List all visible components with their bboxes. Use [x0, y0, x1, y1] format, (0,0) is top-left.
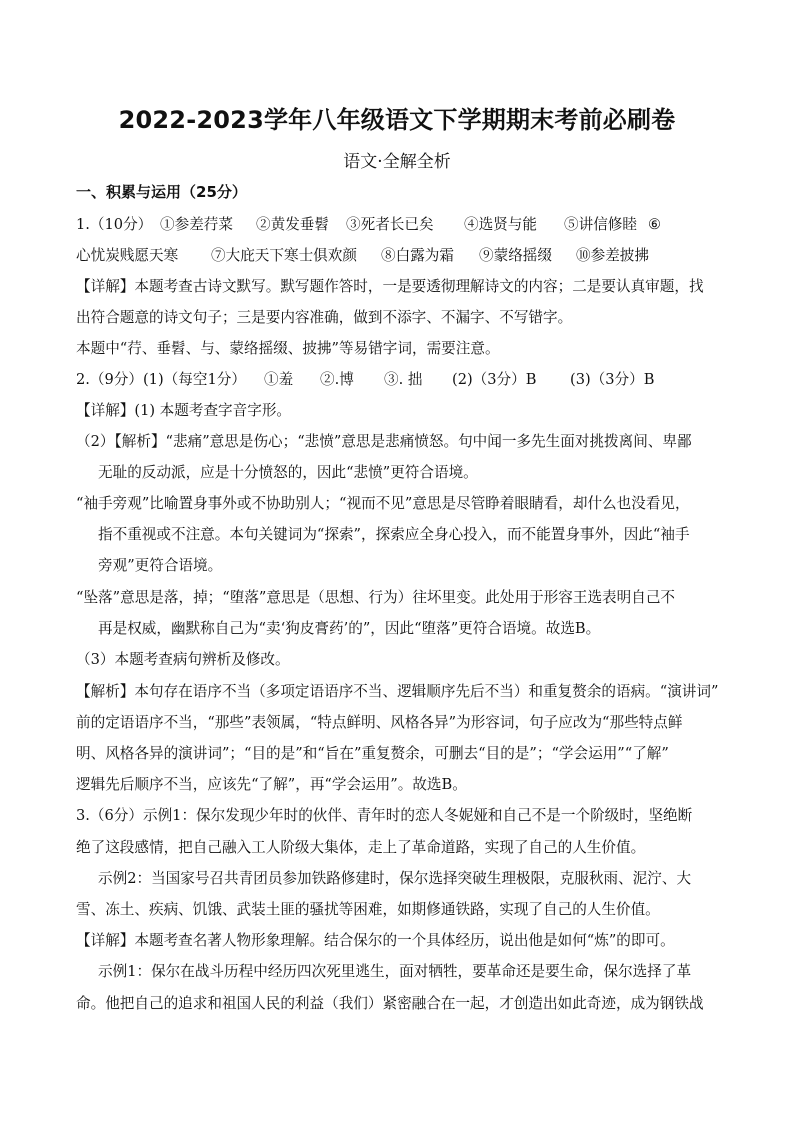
q2-answer-part3: (3)（3分）B — [570, 371, 655, 388]
q1-answer-7: ⑦大庇天下寒士俱欢颜 — [211, 247, 357, 264]
q1-answer-2: ②黄发垂髫 — [256, 216, 329, 233]
q3-line3: 示例2：当国家号召共青团员参加铁路修建时，保尔选择突破生理极限，克服秋雨、泥泞、大 — [98, 870, 692, 887]
q1-answer-4: ④选贤与能 — [464, 216, 537, 233]
q2-line10: 【解析】本句存在语序不当（多项定语语序不当、逻辑顺序先后不当）和重复赘余的语病。“演讲词” — [76, 683, 719, 700]
section-heading: 一、积累与运用（25分） — [76, 183, 247, 201]
q1-answer-10: ⑩参差披拂 — [576, 247, 649, 264]
q3-line2: 绝了这段感情，把自己融入工人阶级大集体，走上了革命道路，实现了自己的人生价值。 — [76, 839, 646, 856]
q2-line2: （2）【解析】“悲痛”意思是伤心；“悲愤”意思是悲痛愤怒。句中闻一多先生面对挑拨离间、卑鄙 — [76, 433, 692, 450]
q3-line6: 示例1：保尔在战斗历程中经历四次死里逃生，面对牺牲，要革命还是要生命，保尔选择了革 — [98, 963, 692, 980]
q1-number: 1.（10分） — [76, 216, 153, 233]
q2-line4: “袖手旁观”比喻置身事外或不协助别人；“视而不见”意思是尽管睁着眼睛看，却什么也没看见， — [76, 495, 690, 512]
q3-line4: 雪、冻土、疾病、饥饿、武装土匪的骚扰等困难，如期修通铁路，实现了自己的人生价值。 — [76, 901, 660, 918]
q2-line9: （3）本题考查病句辨析及修改。 — [76, 651, 290, 668]
q2-answer-part2: (2)（3分）B — [452, 371, 537, 388]
q3-line5: 【详解】本题考查名著人物形象理解。结合保尔的一个具体经历，说出他是如何“炼”的即可。 — [76, 932, 675, 949]
page-subtitle: 语文·全解全析 — [343, 152, 451, 172]
q2-line5: 指不重视或不注意。本句关键词为“探索”，探索应全身心投入，而不能置身事外，因此“袖手 — [98, 526, 690, 543]
q1-detail-line3: 本题中“荇、垂髫、与、蒙络摇缀、披拂”等易错字词，需要注意。 — [76, 340, 500, 357]
q2-line7: “坠落”意思是落，掉；“堕落”意思是（思想、行为）往坏里变。此处用于形容王选表明自己不 — [76, 589, 676, 606]
q2-answer-1: ①羞 — [264, 371, 294, 388]
q2-answer-3: ③. 拙 — [384, 371, 423, 388]
q3-line7: 命。他把自己的追求和祖国人民的利益（我们）紧密融合在一起，才创造出如此奇迹，成为钢铁战 — [76, 995, 704, 1012]
q2-line8: 再是权威，幽默称自己为“卖‘狗皮膏药’的”，因此“堕落”更符合语境。故选B。 — [98, 620, 601, 637]
q2-line3: 无耻的反动派，应是十分愤怒的，因此“悲愤”更符合语境。 — [98, 464, 478, 481]
q1-answer-6-label: ⑥ — [648, 216, 662, 233]
q1-detail-line2: 出符合题意的诗文句子；三是要内容准确，做到不添字、不漏字、不写错字。 — [76, 309, 573, 326]
page-title: 2022-2023学年八年级语文下学期期末考前必刷卷 — [118, 106, 676, 134]
q1-detail-line1: 【详解】本题考查古诗文默写。默写题作答时，一是要透彻理解诗文的内容；二是要认真审题，找 — [76, 278, 704, 295]
q2-line12: 明、风格各异的演讲词”；“目的是”和“旨在”重复赘余，可删去“目的是”；“学会运用”“了解” — [76, 745, 669, 762]
q3-line1: 3.（6分）示例1：保尔发现少年时的伙伴、青年时的恋人冬妮娅和自己不是一个阶级时，坚绝断 — [76, 807, 693, 824]
q1-answer-3: ③死者长已矣 — [346, 216, 434, 233]
q1-answer-1: ①参差荇菜 — [160, 216, 233, 233]
q1-answer-9: ⑨蒙络摇缀 — [479, 247, 552, 264]
q2-number: 2.（9分）(1)（每空1分） — [76, 371, 246, 388]
q1-answer-8: ⑧白露为霜 — [381, 247, 454, 264]
q1-answer-6: 心忧炭贱愿天寒 — [76, 247, 179, 264]
q2-line13: 逻辑先后顺序不当，应该先“了解”，再“学会运用”。故选B。 — [76, 776, 467, 793]
q2-answer-2: ②.博 — [320, 371, 354, 388]
q2-line1: 【详解】(1) 本题考查字音字形。 — [76, 402, 292, 419]
q1-answer-5: ⑤讲信修睦 — [564, 216, 637, 233]
q2-line6: 旁观”更符合语境。 — [98, 557, 223, 574]
q2-line11: 前的定语语序不当，“那些”表领属，“特点鲜明、风格各异”为形容词，句子应改为“那些特点鲜 — [76, 714, 683, 731]
